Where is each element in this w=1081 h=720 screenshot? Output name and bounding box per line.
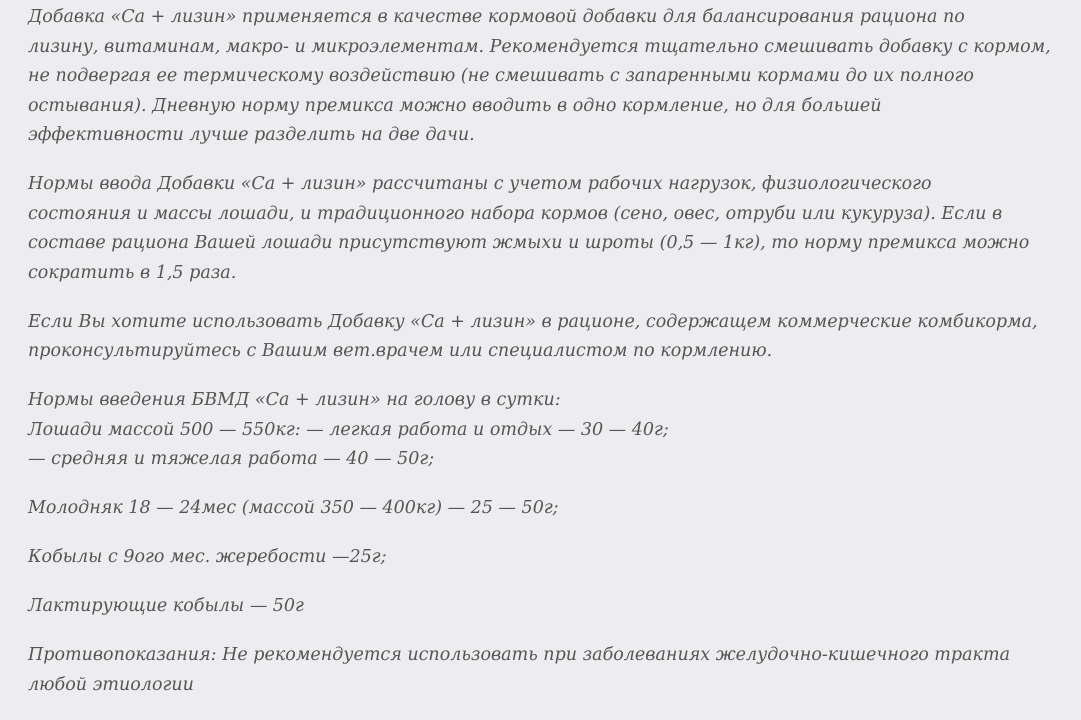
paragraph-lactating-mares — [28, 592, 1068, 622]
text-line: любой этиологии — [28, 674, 194, 695]
text-line: Добавка «Са + лизин» применяется в качестве кормовой добавки для балансирования рациона по — [28, 7, 965, 27]
text-line: лизину, витаминам, макро- и микроэлементам. Рекомендуется тщательно смешивать добавку с кормом, — [28, 36, 1051, 57]
text-line: Нормы введения БВМД «Са + лизин» на голову в сутки: — [28, 390, 561, 410]
text-line: Молодняк 18 — 24мес (массой 350 — 400кг) — 25 — 50г; — [28, 498, 559, 518]
text-line: Лактирующие кобылы — 50г — [28, 596, 304, 616]
text-line: проконсультируйтесь с Вашим вет.врачем или специалистом по кормлению. — [28, 341, 773, 361]
text-line: — средняя и тяжелая работа — 40 — 50г; — [28, 449, 435, 469]
paragraph-pregnant-mares — [28, 543, 1068, 573]
paragraph-contraindications — [28, 641, 1068, 700]
paragraph-dosage-norms — [28, 386, 1068, 475]
paragraph-young-horses — [28, 494, 1068, 524]
article-body — [28, 3, 1068, 720]
paragraph-consultation — [28, 308, 1068, 367]
text-line: Противопоказания: Не рекомендуется использовать при заболеваниях желудочно-кишечного тракта — [28, 645, 1011, 665]
text-line: сократить в 1,5 раза. — [28, 262, 237, 283]
text-line: эффективности лучше разделить на две дачи. — [28, 125, 475, 145]
text-line: не подвергая ее термическому воздействию (не смешивать с запаренными кормами до их полного — [28, 66, 974, 86]
text-line: составе рациона Вашей лошади присутствуют жмыхи и шроты (0,5 — 1кг), то норму премикса можно — [28, 233, 1030, 253]
paragraph-dosage-basis — [28, 170, 1068, 288]
text-line: Нормы ввода Добавки «Са + лизин» рассчитаны с учетом рабочих нагрузок, физиологического — [28, 174, 932, 194]
paragraph-description — [28, 3, 1068, 151]
text-line: состояния и массы лошади, и традиционного набора кормов (сено, овес, отруби или кукуруза). Если в — [28, 203, 1003, 224]
text-line: остывания). Дневную норму премикса можно вводить в одно кормление, но для большей — [28, 95, 882, 116]
text-line: Если Вы хотите использовать Добавку «Са + лизин» в рационе, содержащем коммерческие комбикорма, — [28, 311, 1038, 332]
text-line: Кобылы с 9ого мес. жеребости —25г; — [28, 547, 387, 567]
text-line: Лошади массой 500 — 550кг: — легкая работа и отдых — 30 — 40г; — [28, 419, 669, 440]
